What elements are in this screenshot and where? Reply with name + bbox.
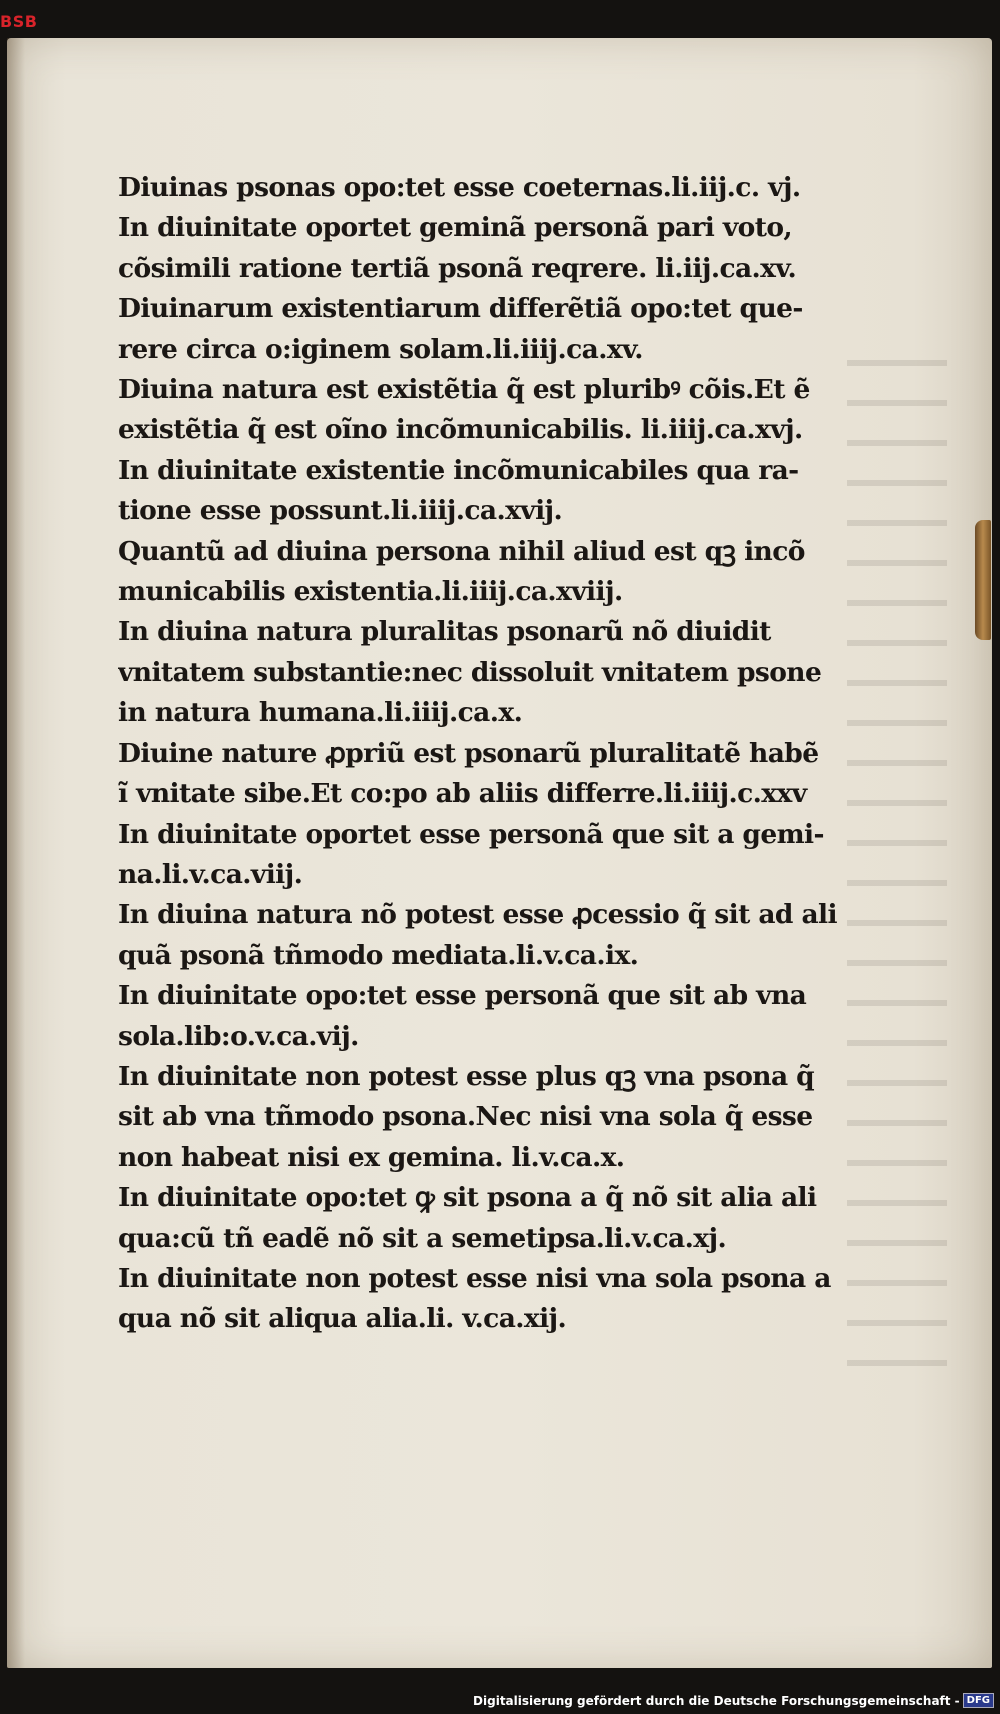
text-line: In diuinitate non potest esse nisi vna sola psona a: [118, 1262, 831, 1294]
library-mark: BSB: [0, 12, 38, 31]
text-line: Diuina natura est existẽtia q̃ est pluribꝰ cõis.Et ẽ: [118, 374, 810, 406]
text-line: vnitatem substantie:nec dissoluit vnitatem psone: [118, 656, 822, 688]
text-line: tione esse possunt.li.iiij.ca.xvij.: [118, 495, 563, 527]
text-block: [118, 168, 908, 1340]
text-line: municabilis existentia.li.iiij.ca.xviij.: [118, 576, 623, 608]
text-line: In diuinitate opo:tet ꝙ sit psona a q̃ nõ sit alia ali: [118, 1182, 817, 1214]
text-line: qua nõ sit aliqua alia.li. v.ca.xij.: [118, 1303, 567, 1335]
text-line: Quantũ ad diuina persona nihil aliud est qꝫ incõ: [118, 535, 805, 567]
text-line: quã psonã tñmodo mediata.li.v.ca.ix.: [118, 939, 639, 971]
text-line: rere circa o:iginem solam.li.iiij.ca.xv.: [118, 333, 643, 365]
text-line: In diuinitate oportet esse personã que sit a gemi-: [118, 818, 824, 850]
text-line: qua:cũ tñ eadẽ nõ sit a semetipsa.li.v.ca.xj.: [118, 1222, 727, 1254]
text-line: non habeat nisi ex gemina. li.v.ca.x.: [118, 1141, 625, 1173]
text-line: Diuine nature ꝓpriũ est psonarũ pluralitatẽ habẽ: [118, 737, 819, 769]
text-line: In diuinitate oportet geminã personã pari voto,: [118, 212, 793, 244]
footer-credit: [473, 1693, 994, 1708]
dfg-logo: DFG: [963, 1693, 994, 1708]
footer-text: Digitalisierung gefördert durch die Deutsche Forschungsgemeinschaft -: [473, 1693, 960, 1708]
text-line: in natura humana.li.iiij.ca.x.: [118, 697, 523, 729]
text-line: sit ab vna tñmodo psona.Nec nisi vna sola q̃ esse: [118, 1101, 813, 1133]
text-line: na.li.v.ca.viij.: [118, 858, 303, 890]
page-tab-marker: [975, 520, 991, 640]
text-line: ĩ vnitate sibe.Et co:po ab aliis differre.li.iiij.c.xxv: [118, 778, 807, 810]
text-line: In diuinitate existentie incõmunicabiles qua ra-: [118, 454, 799, 486]
text-line: Diuinas psonas opo:tet esse coeternas.li.iij.c. vj.: [118, 172, 801, 203]
text-line: Diuinarum existentiarum differẽtiã opo:tet que-: [118, 293, 803, 325]
text-line: In diuinitate non potest esse plus qꝫ vna psona q̃: [118, 1060, 815, 1092]
text-line: In diuina natura pluralitas psonarũ nõ diuidit: [118, 616, 771, 648]
text-line: cõsimili ratione tertiã psonã reqrere. li.iij.ca.xv.: [118, 252, 797, 284]
text-line: In diuinitate opo:tet esse personã que sit ab vna: [118, 980, 807, 1012]
text-line: sola.lib:o.v.ca.vij.: [118, 1020, 359, 1052]
text-line: In diuina natura nõ potest esse ꝓcessio q̃ sit ad ali: [118, 899, 837, 931]
text-line: existẽtia q̃ est oĩno incõmunicabilis. li.iiij.ca.xvj.: [118, 414, 803, 446]
